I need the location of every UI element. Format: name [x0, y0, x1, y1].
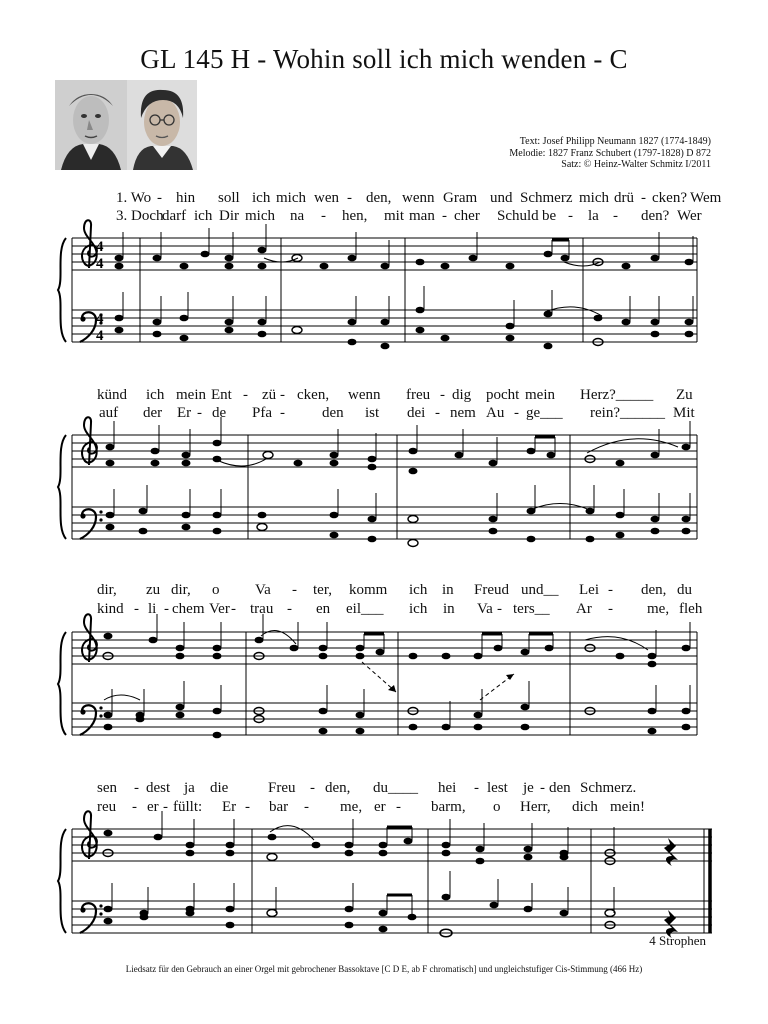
- lyric-syllable: zü: [262, 387, 277, 403]
- lyric-syllable: dir,: [97, 582, 117, 598]
- lyric-syllable: -: [321, 208, 326, 224]
- lyric-syllable: zu: [146, 582, 161, 598]
- lyric-syllable: ters__: [513, 601, 550, 617]
- lyric-syllable: -: [310, 780, 315, 796]
- lyric-syllable: man: [409, 208, 435, 224]
- lyric-syllable: be: [542, 208, 557, 224]
- lyric-syllable: ich: [252, 190, 271, 206]
- system-3: [58, 614, 697, 738]
- lyric-syllable: Wer: [677, 208, 702, 224]
- lyric-syllable: Herz?_____: [580, 387, 654, 403]
- lyric-syllable: me,: [647, 601, 670, 617]
- lyric-syllable: -: [613, 208, 618, 224]
- lyric-syllable: und__: [521, 582, 559, 598]
- lyric-syllable: o: [212, 582, 220, 598]
- system-4: [58, 811, 712, 938]
- lyric-syllable: hen,: [342, 208, 368, 224]
- lyric-syllable: mein: [525, 387, 555, 403]
- lyric-syllable: -: [347, 190, 352, 206]
- treble-clef: [82, 614, 97, 662]
- lyric-syllable: in: [443, 601, 455, 617]
- stems: [112, 614, 690, 727]
- lyric-syllable: mich: [276, 190, 306, 206]
- lyric-syllable: -: [134, 601, 139, 617]
- lyric-syllable: -: [304, 799, 309, 815]
- lyric-syllable: de: [212, 405, 227, 421]
- treble-clef: [82, 417, 97, 465]
- lyric-syllable: barm,: [431, 799, 466, 815]
- lyric-syllable: bar: [269, 799, 289, 815]
- staff-bass: [72, 310, 697, 342]
- arrowhead-up: [506, 674, 514, 680]
- lyric-syllable: ter,: [313, 582, 332, 598]
- lyric-syllable: wen: [314, 190, 339, 206]
- lyric-syllable: mein: [176, 387, 206, 403]
- lyric-syllable: na: [290, 208, 305, 224]
- brace: [58, 238, 66, 342]
- lyric-syllable: -: [157, 190, 162, 206]
- lyric-syllable: reu: [97, 799, 117, 815]
- lyric-syllable: dich: [572, 799, 598, 815]
- lyric-syllable: dig: [452, 387, 472, 403]
- lyric-syllable: li: [148, 601, 157, 617]
- svg-text:4: 4: [96, 239, 104, 255]
- lyric-syllable: du: [677, 582, 692, 598]
- lyric-syllable: ich: [409, 582, 428, 598]
- credit-melody: Melodie: 1827 Franz Schubert (1797-1828) D 872: [509, 147, 711, 159]
- credit-text: Text: Josef Philipp Neumann 1827 (1774-1849): [519, 136, 711, 147]
- lyric-syllable: ich: [146, 387, 165, 403]
- lyric-syllable: wenn: [402, 190, 435, 206]
- lyric-syllable: Lei: [579, 582, 599, 598]
- svg-text:4: 4: [96, 311, 104, 327]
- lyric-syllable: pocht: [486, 387, 520, 403]
- lyric-syllable: den,: [325, 780, 351, 796]
- page-title: GL 145 H - Wohin soll ich mich wenden - C: [140, 44, 628, 74]
- notes: [103, 830, 615, 937]
- brace: [58, 632, 66, 735]
- lyric-syllable: Freu: [268, 780, 296, 796]
- lyric-syllable: er: [374, 799, 386, 815]
- bass-clef: [80, 903, 103, 933]
- brace: [58, 435, 66, 539]
- lyric-syllable: er: [147, 799, 159, 815]
- lyric-syllable: künd: [97, 387, 127, 403]
- lyric-syllable: sen: [97, 780, 117, 796]
- lyric-syllable: -: [641, 190, 646, 206]
- lyric-syllable: Dir: [219, 208, 239, 224]
- lyric-syllable: den?: [641, 208, 670, 224]
- lyric-syllable: den: [322, 405, 344, 421]
- lyric-syllable: -: [132, 799, 137, 815]
- time-signature: [96, 239, 104, 344]
- lyric-syllable: -: [280, 387, 285, 403]
- lyric-syllable: füllt:: [173, 799, 203, 815]
- lyric-syllable: mit: [384, 208, 405, 224]
- lyric-syllable: hin: [176, 190, 196, 206]
- strophen-label: 4 Strophen: [649, 933, 706, 948]
- ties: [219, 439, 678, 511]
- lyric-syllable: Mit: [673, 405, 695, 421]
- lyric-syllable: cken,: [297, 387, 330, 403]
- ties: [270, 826, 314, 840]
- lyric-syllable: -: [245, 799, 250, 815]
- voice-leading-arrows: [362, 662, 514, 700]
- lyric-syllable: Ver: [209, 601, 230, 617]
- lyric-syllable: -: [497, 601, 502, 617]
- lyric-syllable: drü: [614, 190, 634, 206]
- lyric-syllable: und: [490, 190, 513, 206]
- lyric-syllable: me,: [340, 799, 363, 815]
- lyric-syllable: -: [164, 601, 169, 617]
- lyric-syllable: soll: [218, 190, 240, 206]
- lyric-syllable: Au: [486, 405, 505, 421]
- staff-treble: [72, 435, 697, 467]
- lyric-syllable: Va: [255, 582, 271, 598]
- lyric-syllable: -: [608, 582, 613, 598]
- lyric-syllable: der: [143, 405, 163, 421]
- lyric-syllable: dei: [407, 405, 426, 421]
- lyric-syllable: nem: [450, 405, 476, 421]
- lyric-syllable: ist: [365, 405, 380, 421]
- lyric-syllable: je: [523, 780, 534, 796]
- treble-clef: [82, 811, 97, 859]
- lyric-syllable: 1. Wo: [116, 190, 152, 206]
- lyric-syllable: -: [287, 601, 292, 617]
- lyric-syllable: du____: [373, 780, 418, 796]
- svg-text:4: 4: [96, 256, 104, 272]
- lyric-syllable: mich: [245, 208, 275, 224]
- svg-text:4: 4: [96, 328, 104, 344]
- lyric-syllable: Ar: [576, 601, 592, 617]
- lyric-syllable: dir,: [171, 582, 191, 598]
- lyric-syllable: Freud: [474, 582, 509, 598]
- lyric-syllable: la: [588, 208, 599, 224]
- lyric-syllable: mich: [579, 190, 609, 206]
- staff-bass: [72, 901, 712, 933]
- stems: [123, 224, 693, 326]
- lyric-syllable: komm: [349, 582, 388, 598]
- lyric-syllable: hei: [438, 780, 457, 796]
- lyric-syllable: Schuld: [497, 208, 539, 224]
- lyric-syllable: trau: [250, 601, 274, 617]
- bass-clef: [80, 705, 103, 735]
- lyric-syllable: den,: [366, 190, 392, 206]
- lyric-syllable: den: [549, 780, 571, 796]
- lyric-syllable: ja: [184, 780, 195, 796]
- lyric-syllable: -: [514, 405, 519, 421]
- lyric-syllable: Schmerz: [520, 190, 573, 206]
- lyric-syllable: -: [292, 582, 297, 598]
- lyric-syllable: lest: [487, 780, 508, 796]
- lyric-syllable: ich: [409, 601, 428, 617]
- lyric-syllable: 3. Doch: [116, 208, 164, 224]
- lyric-syllable: Pfa: [252, 405, 272, 421]
- lyric-syllable: -: [568, 208, 573, 224]
- lyric-syllable: eil___: [346, 601, 384, 617]
- lyric-syllable: -: [474, 780, 479, 796]
- lyric-syllable: ich: [194, 208, 213, 224]
- lyric-syllable: mein!: [610, 799, 645, 815]
- lyric-syllable: -: [134, 780, 139, 796]
- treble-clef: [82, 220, 97, 268]
- lyric-syllable: o: [493, 799, 501, 815]
- lyric-syllable: -: [442, 208, 447, 224]
- ties: [104, 631, 648, 700]
- ties: [264, 258, 602, 316]
- lyric-syllable: -: [540, 780, 545, 796]
- lyric-syllable: -: [608, 601, 613, 617]
- lyric-syllable: -: [280, 405, 285, 421]
- staff-bass: [72, 507, 697, 539]
- system-1: [58, 220, 697, 349]
- lyric-syllable: Schmerz.: [580, 780, 637, 796]
- lyric-syllable: -: [440, 387, 445, 403]
- lyric-syllable: dest: [146, 780, 171, 796]
- lyric-syllable: in: [442, 582, 454, 598]
- lyric-syllable: freu: [406, 387, 431, 403]
- lyric-syllable: wenn: [348, 387, 381, 403]
- lyric-syllable: kind: [97, 601, 124, 617]
- lyric-syllable: -: [163, 799, 168, 815]
- lyric-syllable: Zu: [676, 387, 693, 403]
- lyric-syllable: fleh: [679, 601, 703, 617]
- lyric-syllable: darf: [162, 208, 187, 224]
- lyric-syllable: den,: [641, 582, 667, 598]
- lyric-syllable: cken?: [652, 190, 687, 206]
- lyric-syllable: rein?______: [590, 405, 665, 421]
- credit-setting: Satz: © Heinz-Walter Schmitz I/2011: [561, 159, 711, 170]
- lyric-syllable: Er: [222, 799, 237, 815]
- lyric-syllable: auf: [99, 405, 119, 421]
- lyric-syllable: Herr,: [520, 799, 551, 815]
- lyric-syllable: Ent: [211, 387, 232, 403]
- lyric-syllable: Wem: [690, 190, 722, 206]
- lyric-syllable: -: [231, 601, 236, 617]
- lyric-syllable: Va: [477, 601, 493, 617]
- lyric-syllable: cher: [454, 208, 480, 224]
- notes: [106, 440, 691, 547]
- lyric-syllable: chem: [172, 601, 205, 617]
- footer-note: Liedsatz für den Gebrauch an einer Orgel mit gebrochener Bassoktave [C D E, ab F chromatisch] und ungleichstufiger Cis-Stimmung (466 Hz): [125, 964, 643, 974]
- lyric-syllable: -: [243, 387, 248, 403]
- lyric-syllable: Gram: [443, 190, 478, 206]
- staff-treble: [72, 829, 712, 861]
- lyric-syllable: en: [316, 601, 331, 617]
- lyric-syllable: -: [396, 799, 401, 815]
- system-2: [58, 417, 697, 547]
- notes: [103, 633, 691, 739]
- lyric-syllable: die: [210, 780, 229, 796]
- stems: [114, 417, 690, 519]
- lyric-syllable: -: [197, 405, 202, 421]
- lyric-syllable: -: [435, 405, 440, 421]
- lyric-syllable: Er: [177, 405, 192, 421]
- bass-clef: [80, 509, 103, 539]
- staff-bass: [72, 703, 697, 735]
- lyric-syllable: ge___: [526, 405, 563, 421]
- brace: [58, 829, 66, 933]
